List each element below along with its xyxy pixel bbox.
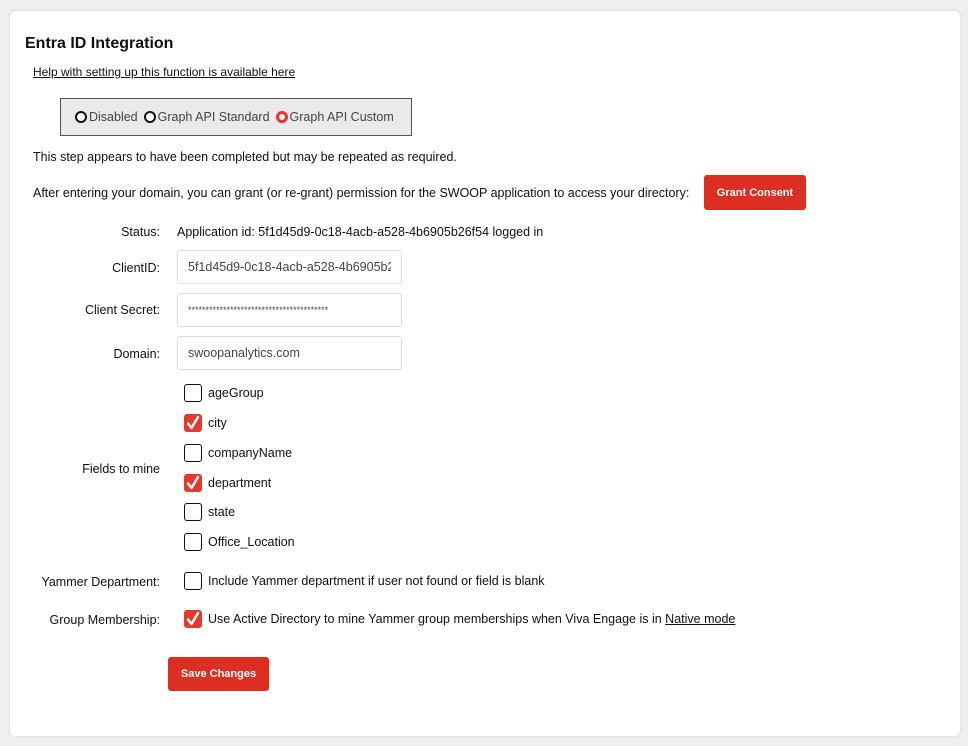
field-city[interactable] [184, 414, 227, 432]
checkbox-label: Office_Location [208, 535, 295, 549]
checkbox-label: department [208, 476, 272, 490]
checkbox-checked[interactable] [184, 474, 202, 492]
radio-disabled[interactable] [75, 110, 138, 124]
radio-label: Disabled [89, 110, 138, 124]
field-companyname[interactable] [184, 444, 292, 462]
check-icon [186, 475, 200, 491]
radio-button[interactable] [75, 111, 87, 123]
checkbox-checked[interactable] [184, 414, 202, 432]
clientid-input[interactable] [177, 250, 402, 284]
checkbox-label: ageGroup [208, 386, 264, 400]
native-mode-link[interactable]: Native mode [665, 612, 736, 626]
checkbox-checked[interactable] [184, 610, 202, 628]
checkbox-label: Include Yammer department if user not found or field is blank [208, 574, 545, 588]
checkbox-label: city [208, 416, 227, 430]
radio-button[interactable] [144, 111, 156, 123]
check-icon [186, 415, 200, 431]
checkbox-label: companyName [208, 446, 293, 460]
field-department[interactable] [184, 474, 271, 492]
check-icon [186, 611, 200, 627]
checkbox[interactable] [184, 572, 202, 590]
status-label: Status: [121, 225, 160, 239]
checkbox[interactable] [184, 533, 202, 551]
radio-graph-api-standard[interactable] [144, 110, 270, 124]
field-office-location[interactable] [184, 533, 295, 551]
radio-button-selected[interactable] [276, 111, 288, 123]
client-secret-label: Client Secret: [84, 303, 160, 317]
group-membership-label: Group Membership: [49, 613, 160, 627]
mode-radio-group [60, 98, 412, 136]
client-secret-input[interactable] [177, 293, 402, 327]
completed-note: This step appears to have been completed but may be repeated as required. [33, 150, 457, 164]
radio-graph-api-custom[interactable] [276, 110, 394, 124]
checkbox[interactable] [184, 384, 202, 402]
field-state[interactable] [184, 503, 235, 521]
fields-to-mine-label: Fields to mine [82, 462, 160, 476]
group-membership-option[interactable] [184, 610, 735, 628]
consent-text: After entering your domain, you can grant (or re-grant) permission for the SWOOP application to access your directory: [33, 186, 690, 200]
grant-consent-button[interactable]: Grant Consent [704, 175, 806, 210]
status-value: Application id: 5f1d45d9-0c18-4acb-a528-4b6905b26f54 logged in [177, 225, 544, 239]
checkbox-label: state [208, 505, 236, 519]
group-membership-text: Use Active Directory to mine Yammer group memberships when Viva Engage is in [208, 612, 662, 626]
domain-label: Domain: [113, 347, 160, 361]
radio-label: Graph API Custom [289, 110, 394, 124]
help-link[interactable]: Help with setting up this function is available here [33, 65, 296, 79]
radio-label: Graph API Standard [157, 110, 270, 124]
yammer-department-label: Yammer Department: [41, 575, 160, 589]
domain-input[interactable] [177, 336, 402, 370]
page-title: Entra ID Integration [25, 35, 174, 52]
save-changes-button[interactable]: Save Changes [168, 657, 269, 691]
checkbox[interactable] [184, 503, 202, 521]
field-agegroup[interactable] [184, 384, 264, 402]
clientid-label: ClientID: [112, 261, 160, 275]
checkbox[interactable] [184, 444, 202, 462]
yammer-department-option[interactable] [184, 572, 545, 590]
checkbox-label [208, 612, 735, 626]
